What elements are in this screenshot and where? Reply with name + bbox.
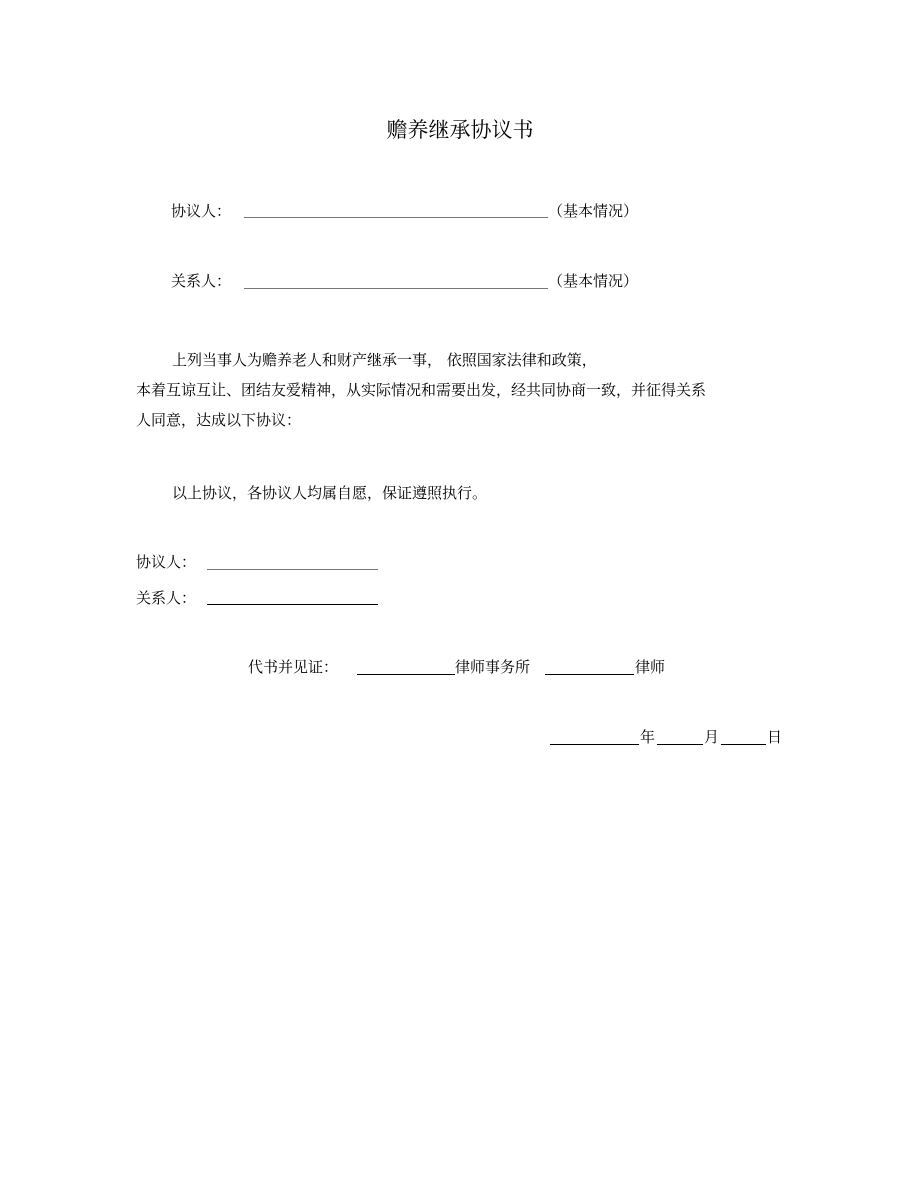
related-label: 关系人： [171,272,232,290]
signature-party-label: 协议人： [136,553,197,571]
date-month-label: 月 [704,728,720,746]
closing-statement: 以上协议，各协议人均属自愿，保证遵照执行。 [172,484,488,502]
party-info-note: （基本情况） [548,202,639,220]
date-day-blank[interactable] [721,744,766,745]
witness-label: 代书并见证： [248,658,339,676]
witness-firm-suffix: 律师事务所 [455,658,531,676]
date-day-label: 日 [767,728,783,746]
witness-lawyer-suffix: 律师 [635,658,666,676]
body-line-1: 上列当事人为赡养老人和财产继承一事， 依照国家法律和政策， [172,351,597,369]
body-line-2: 本着互谅互让、团结友爱精神，从实际情况和需要出发，经共同协商一致，并征得关系 [136,381,707,399]
document-title: 赡养继承协议书 [386,118,534,142]
party-label: 协议人： [171,202,232,220]
party-info-blank[interactable] [244,217,548,218]
witness-firm-blank[interactable] [357,674,455,675]
body-line-3: 人同意，达成以下协议： [136,411,302,429]
witness-lawyer-blank[interactable] [545,674,634,675]
signature-party-blank[interactable] [207,569,378,570]
date-year-label: 年 [640,728,656,746]
signature-related-label: 关系人： [136,589,197,607]
related-info-blank[interactable] [244,288,548,289]
date-year-blank[interactable] [550,744,639,745]
date-month-blank[interactable] [657,744,703,745]
related-info-note: （基本情况） [548,272,639,290]
signature-related-blank[interactable] [207,604,378,605]
